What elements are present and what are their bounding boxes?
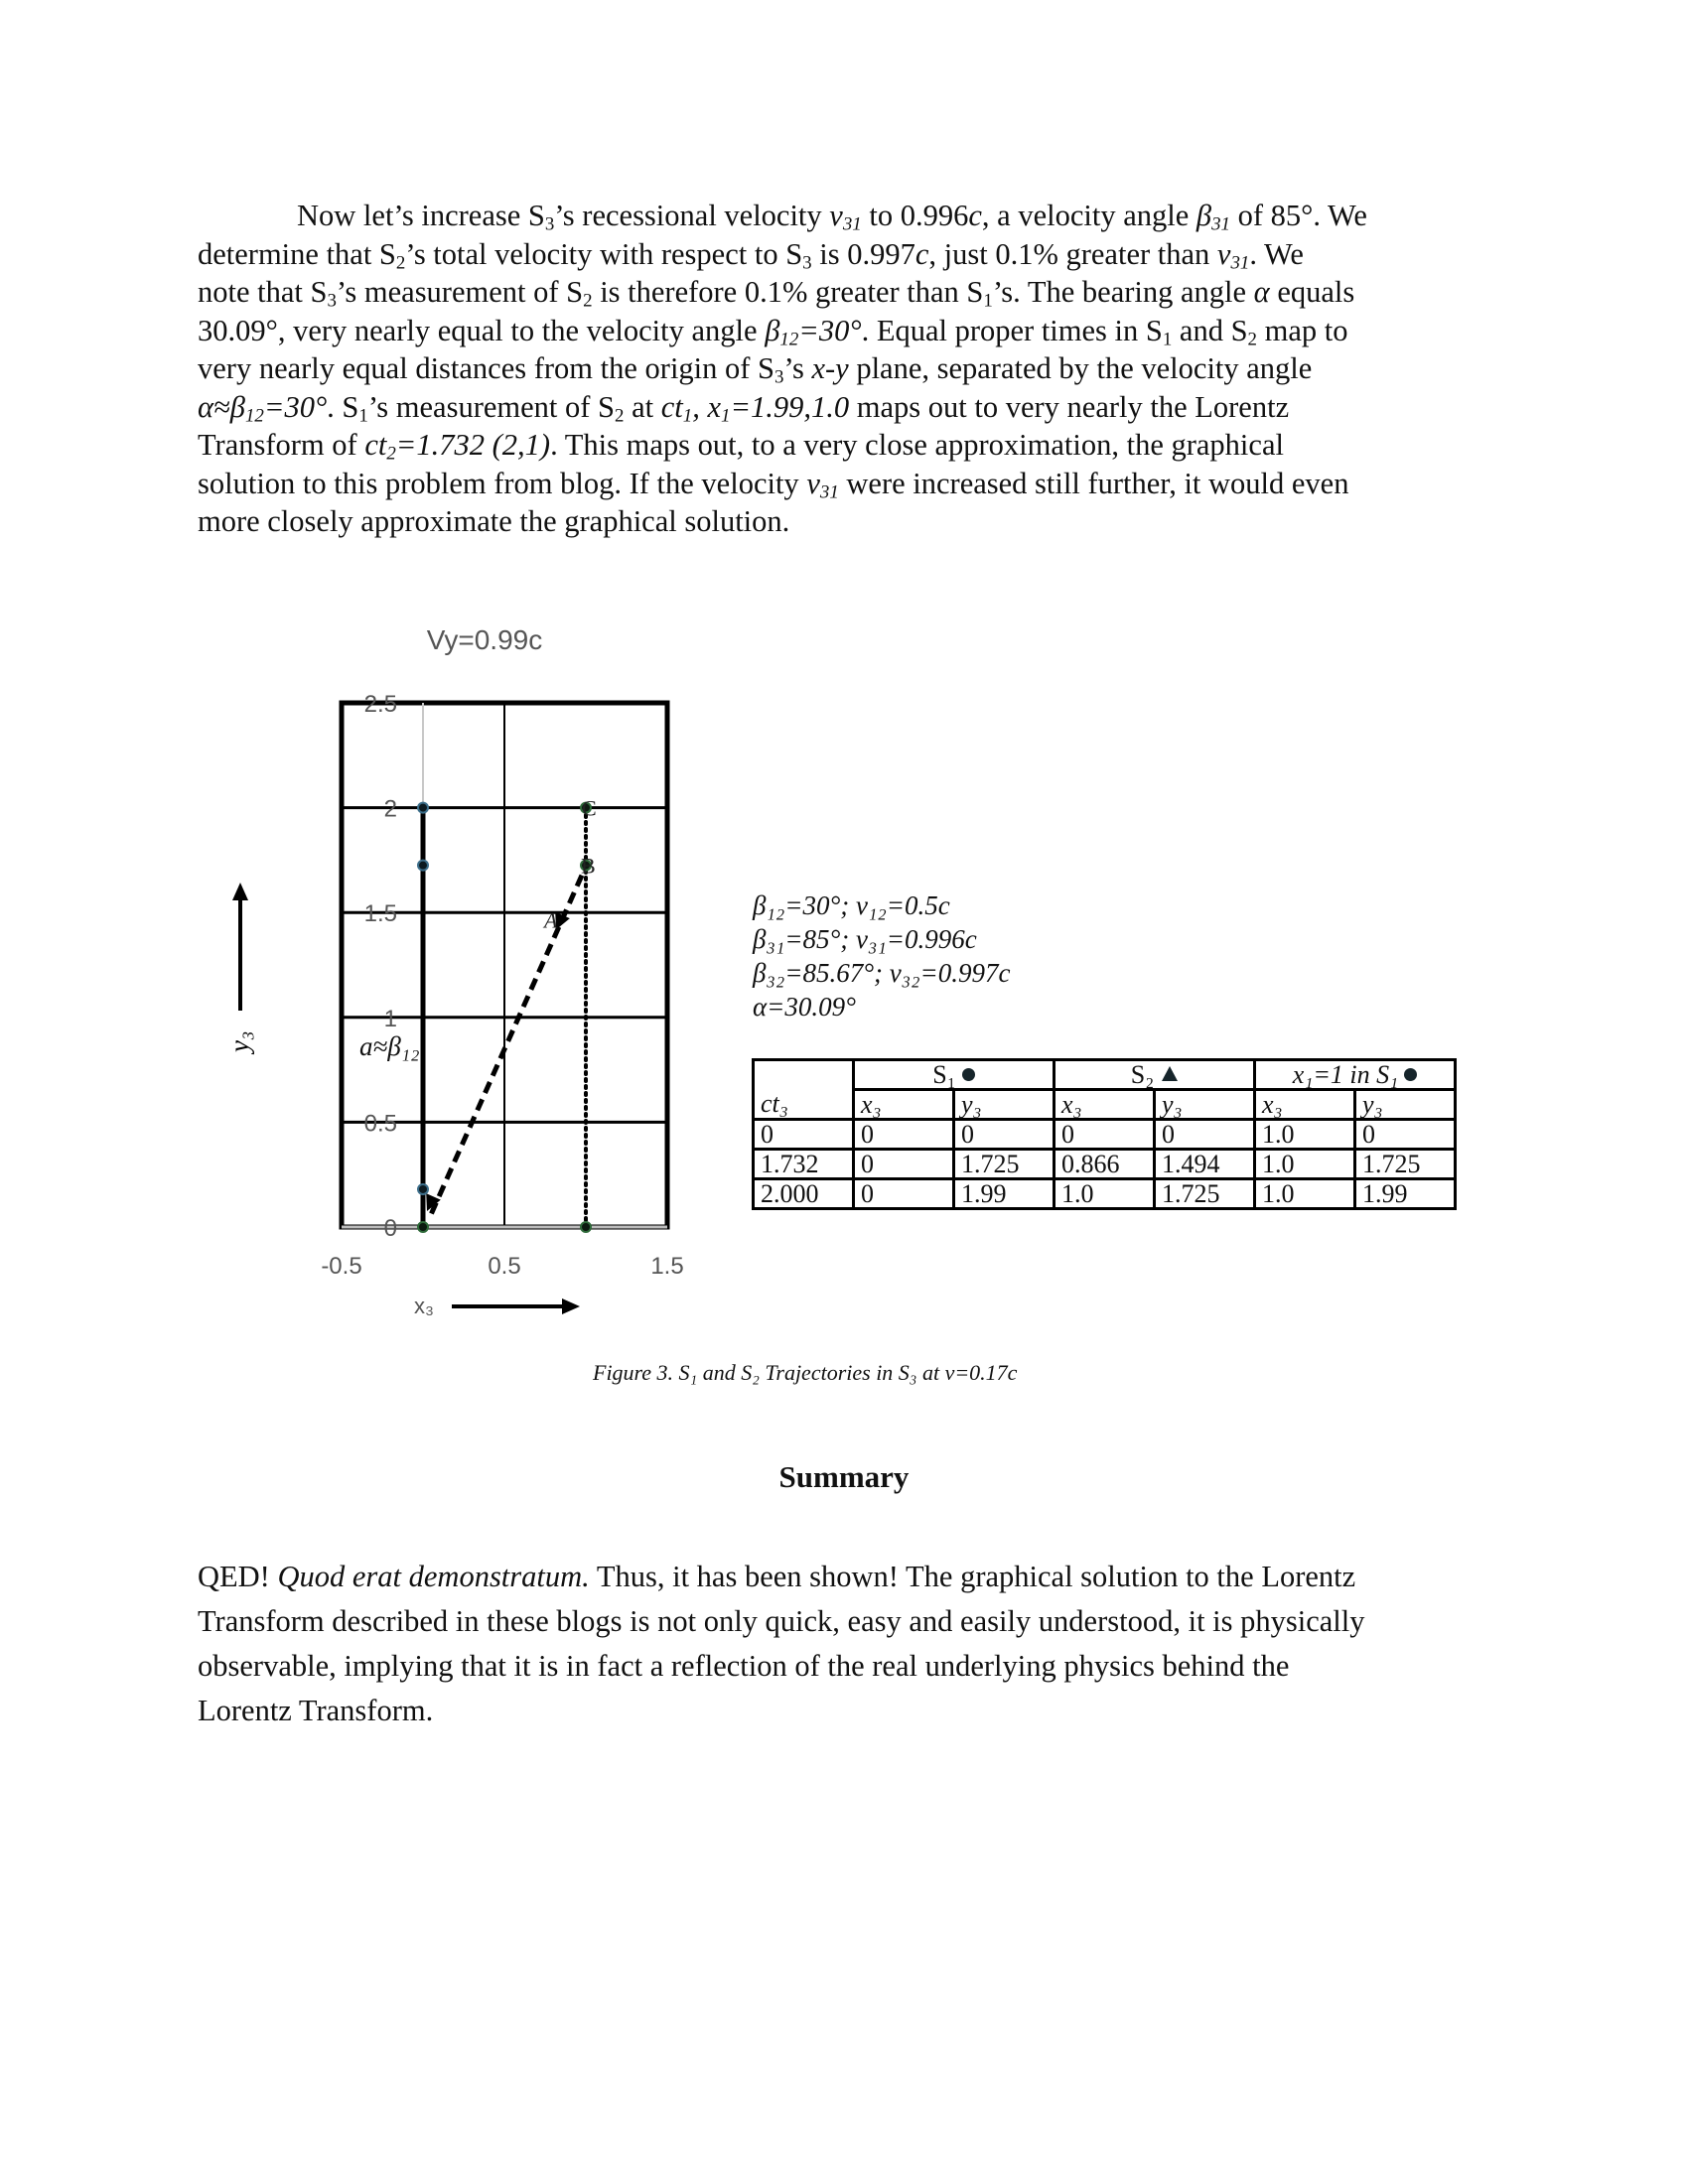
y-axis-label: y₃ [224,1030,254,1052]
table-subheader-cell: x₃ [854,1090,954,1120]
param-alpha: α=30.09° [753,992,856,1022]
table-group-x1: x₁=1 in S₁ [1255,1060,1456,1090]
param-beta31: β₃₁=85°; v₃₁=0.996c [753,924,977,954]
trajectory-table [752,1058,1457,1210]
table-row [754,1120,1456,1150]
chart-labels [321,691,683,1280]
y-tick-label: 0.5 [363,1110,397,1138]
text-line: Now let’s increase $S_3’s$ recessional velocity $v_{31}$ to 0.996c, a velocity angle $\beta_{31}$ of 85°. We [297,199,1367,235]
text-line: $\alpha\approx\beta_{12}=30^\circ$. $S_1’s$ measurement of $S_2$ at $ct_1$, $x_1=1.99,1.0$ maps out to very nearly the Lorentz [198,389,1290,427]
y-axis-arrow-icon [232,883,248,1011]
table-cell: 1.0 [1255,1179,1355,1209]
table-row [754,1150,1456,1179]
table-cell: 1.725 [954,1150,1055,1179]
y-tick-label: 1.5 [363,900,397,928]
y-tick-label: 2.5 [363,691,397,718]
x-axis-arrow-icon [452,1298,580,1314]
circle-marker-icon [1404,1068,1417,1081]
table-corner-cell [754,1060,854,1090]
table-subheader-cell: ct₃ [754,1090,854,1120]
table-cell: 0 [854,1120,954,1150]
table-subheader-row [754,1090,1456,1120]
figure-caption: Figure 3. S₁ and S₂ Trajectories in S₃ at v=0.17c [593,1360,1018,1385]
angle-annotation: a≈β₁₂ [359,1031,420,1061]
text-line: 30.09°, very nearly equal to the velocity angle $\beta_{12}=30^\circ$. Equal proper times in $S_1$ and $S_2$ map to [198,313,1348,350]
y-tick-label: 1 [383,1005,397,1032]
table-row [754,1179,1456,1209]
s1-point [418,1184,428,1194]
table-cell: 1.99 [1355,1179,1456,1209]
table-cell: 1.0 [1255,1120,1355,1150]
table-cell: 0 [1055,1120,1155,1150]
summary-heading: Summary [778,1459,910,1494]
table-cell: 0 [1355,1120,1456,1150]
table-group-s1: S₁ [854,1060,1055,1090]
text-line: Transform of $ct_2=1.732$ (2,1). This maps out, to a very close approximation, the graphical [198,428,1284,465]
figure-parameters [753,888,1010,1024]
point-label-a: A [544,907,558,933]
table-cell: 1.725 [1155,1179,1255,1209]
table-cell: 2.000 [754,1179,854,1209]
circle-marker-icon [962,1068,975,1081]
table-subheader-cell: x₃ [1255,1090,1355,1120]
table-cell: 0 [954,1120,1055,1150]
summary-paragraph [198,1555,1488,1733]
text-line: observable, implying that it is in fact a reflection of the real underlying physics behind the [198,1649,1290,1683]
x-tick-label: -0.5 [321,1253,362,1280]
text-line: solution to this problem from blog. If the velocity $v_{31}$ were increased still further, it would even [198,466,1349,503]
param-beta32: β₃₂=85.67°; v₃₂=0.997c [753,958,1011,988]
table-cell: 1.99 [954,1179,1055,1209]
text-line: Transform described in these blogs is not only quick, easy and easily understood, it is physically [198,1604,1365,1638]
table-cell: 1.725 [1355,1150,1456,1179]
table-cell: 0 [1155,1120,1255,1150]
text-line: determine that $S_2’s$ total velocity with respect to $S_3$ is 0.997c, just 0.1% greater than $v_{31}$. We [198,236,1304,274]
text-line: very nearly equal distances from the origin of $S_3’s$ x-y plane, separated by the velocity angle [198,351,1313,388]
table-cell: 1.0 [1055,1179,1155,1209]
x-tick-label: 1.5 [650,1253,684,1280]
s1-point [418,803,428,813]
table-cell: 1.494 [1155,1150,1255,1179]
table-cell: 0 [854,1150,954,1179]
table-subheader-cell: y₃ [1355,1090,1456,1120]
param-beta12: β₁₂=30°; v₁₂=0.5c [753,890,950,920]
s1-point [418,861,428,871]
chart-title: Vy=0.99c [426,624,543,655]
table-cell: 1.0 [1255,1150,1355,1179]
table-subheader-cell: y₃ [954,1090,1055,1120]
table-cell: 0 [754,1120,854,1150]
table-group-s2: S₂ [1055,1060,1255,1090]
y-tick-label: 0 [383,1215,397,1242]
table-subheader-cell: x₃ [1055,1090,1155,1120]
table-subheader-cell: y₃ [1155,1090,1255,1120]
s2-point [418,1222,428,1232]
point-label-c: C [582,795,597,821]
table-group-header-row [754,1060,1456,1090]
chart-grid [342,703,667,1227]
point-label-b: B [581,853,596,879]
text-line: Lorentz Transform. [198,1694,434,1727]
table-cell: 0 [854,1179,954,1209]
text-line: more closely approximate the graphical solution. [198,504,790,538]
table-cell: 1.732 [754,1150,854,1179]
y-tick-label: 2 [383,795,397,823]
x-tick-label: 0.5 [488,1253,521,1280]
triangle-marker-icon [1162,1066,1178,1081]
table-cell: 0.866 [1055,1150,1155,1179]
x-axis-label: x₃ [414,1294,434,1318]
text-line: note that $S_3’s$ measurement of $S_2$ is therefore 0.1% greater than $S_1’s$. The bearing angle α equals [198,275,1355,312]
s2-point [581,1222,591,1232]
text-line: QED! Quod erat demonstratum. Thus, it has been shown! The graphical solution to the Lorentz [198,1560,1356,1593]
